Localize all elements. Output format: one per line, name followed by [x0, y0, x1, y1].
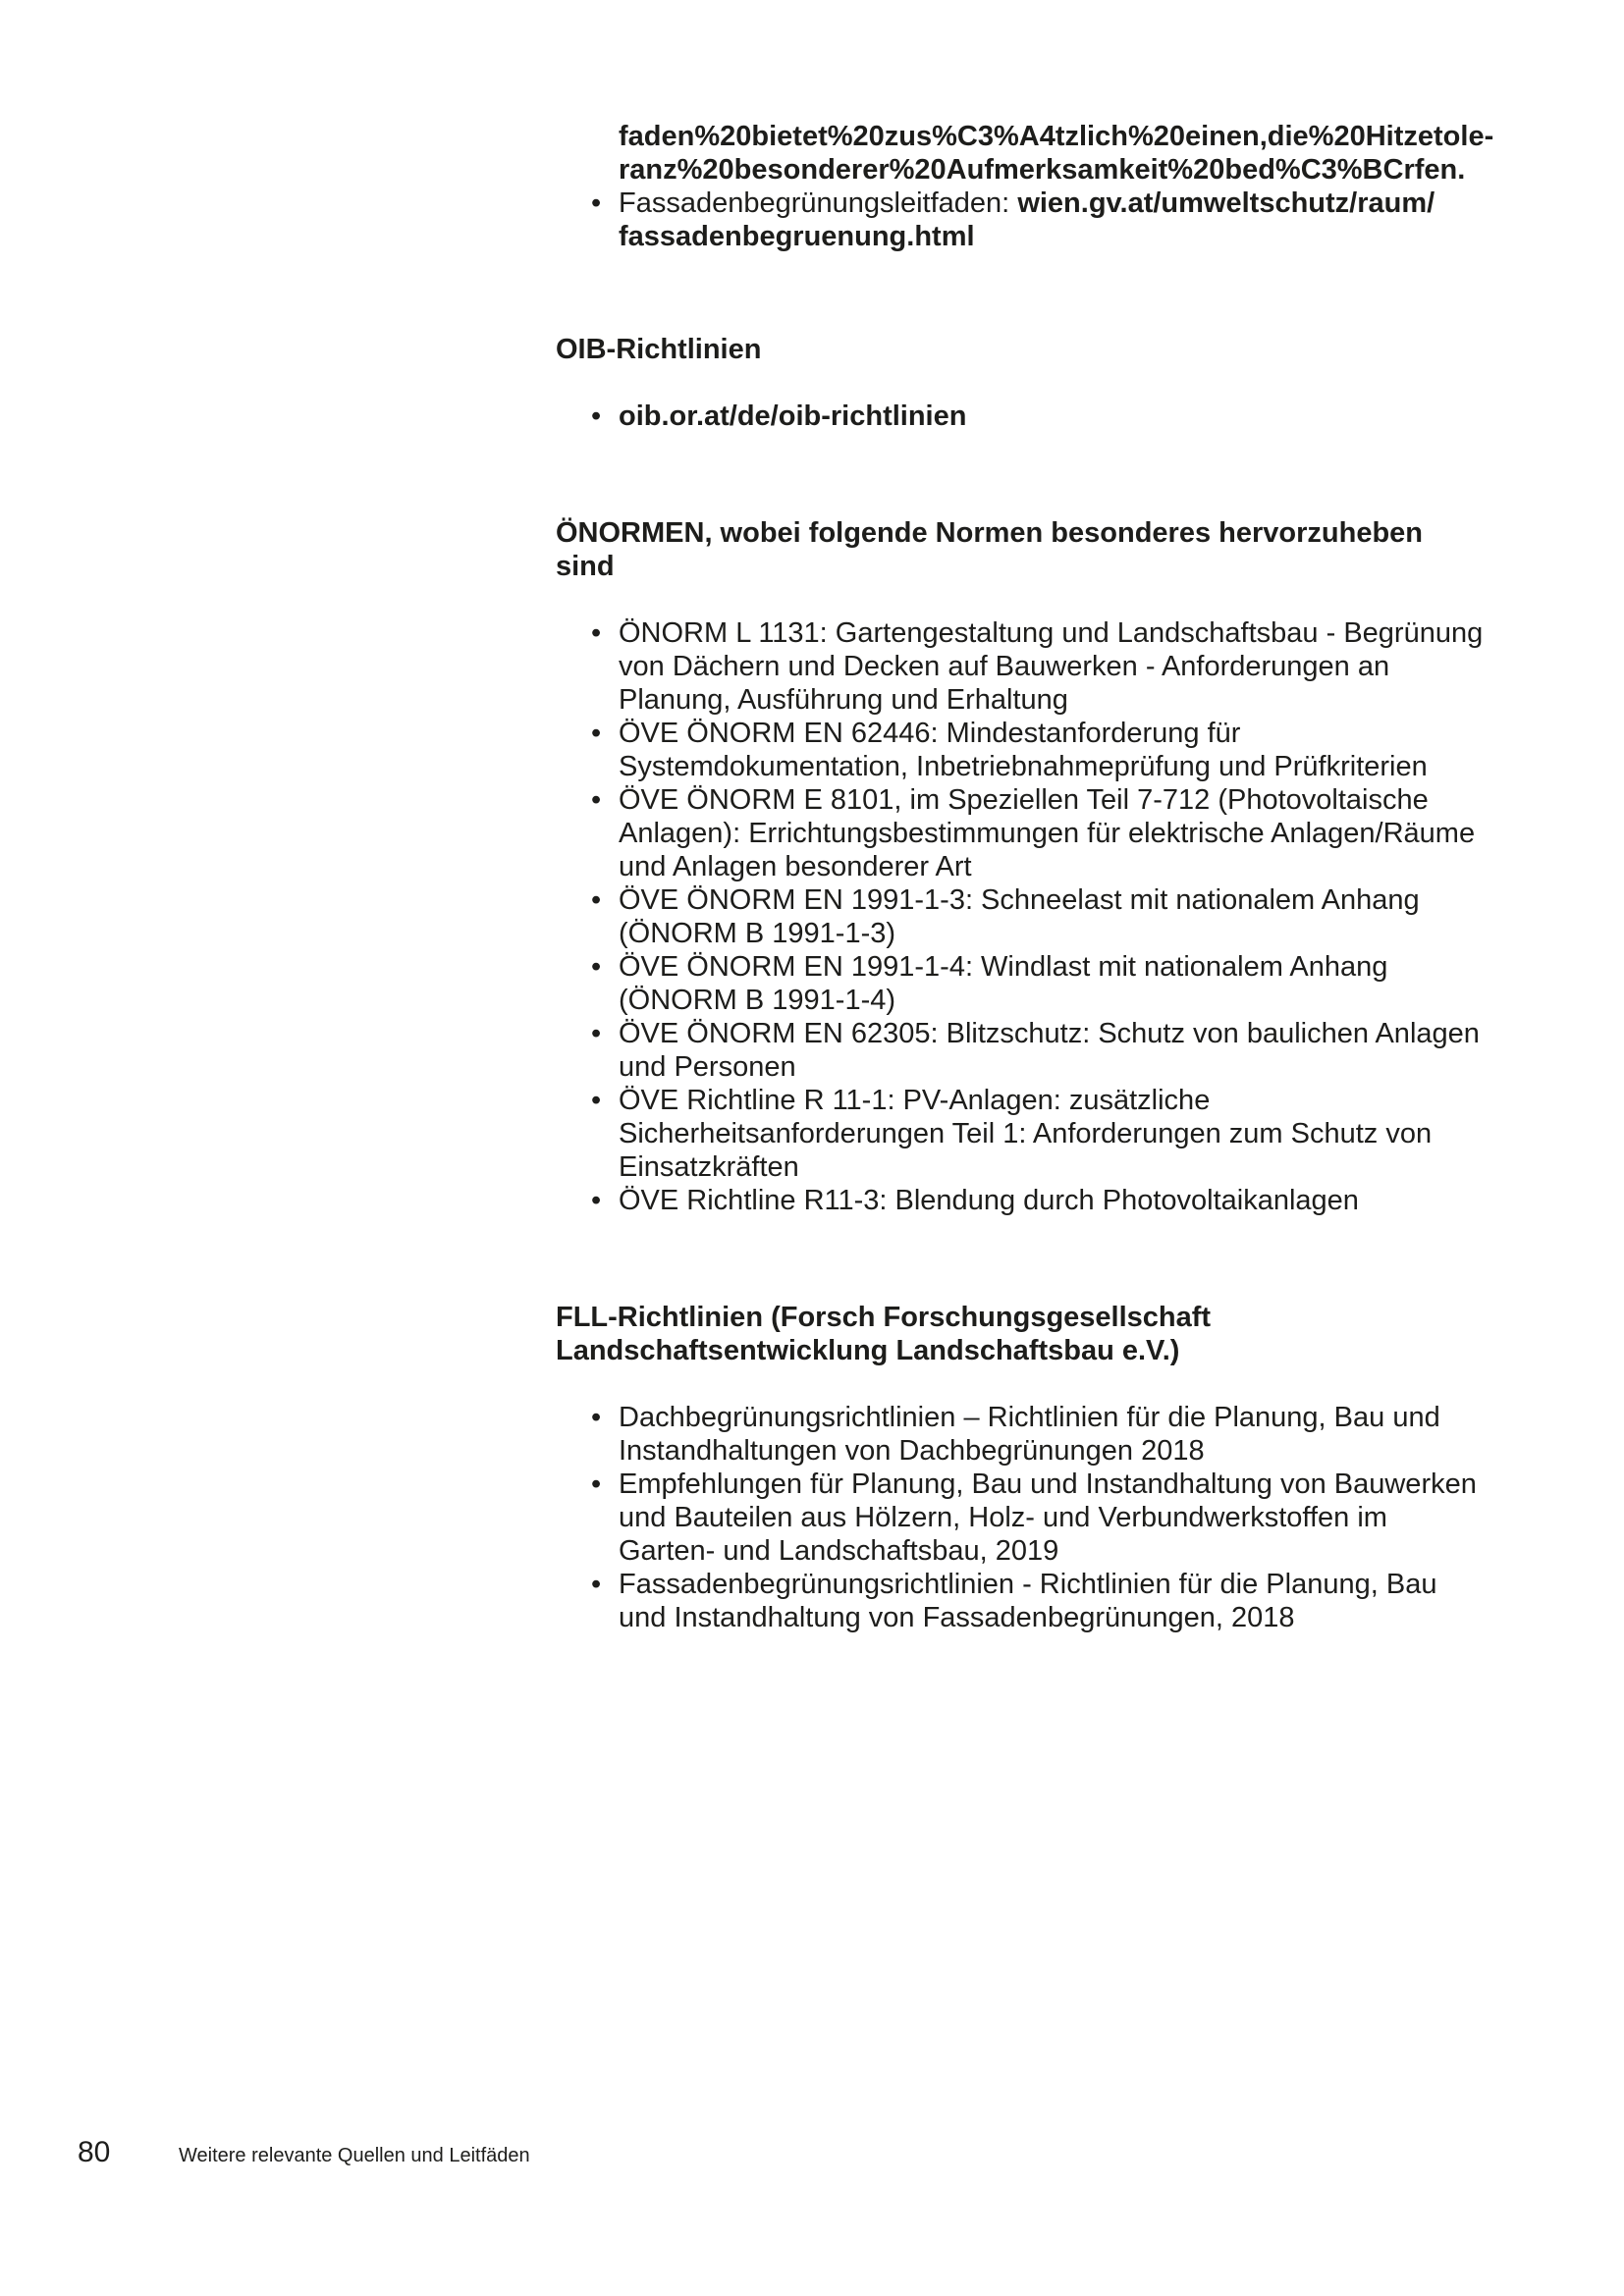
list-item: [556, 616, 1489, 717]
oib-link[interactable]: oib.or.at/de/oib-richtlinien: [619, 400, 967, 432]
list-item: [556, 1017, 1489, 1084]
bullet-icon: •: [591, 1468, 602, 1500]
section-heading-oib: OIB-Richtlinien: [556, 334, 762, 365]
top-list: [556, 187, 1489, 253]
fassaden-link-continuation[interactable]: fassadenbegruenung.html: [619, 221, 975, 252]
main-content: [556, 120, 1494, 1634]
list-item-text: ÖVE ÖNORM EN 1991-1-4: Windlast mit nationalem Anhang (ÖNORM B 1991-1-4): [619, 951, 1388, 1016]
list-item: [556, 717, 1489, 783]
oib-list: [556, 400, 1489, 433]
list-item: [556, 400, 1489, 433]
bullet-icon: •: [591, 784, 602, 816]
list-item-text: ÖVE ÖNORM EN 1991-1-3: Schneelast mit nationalem Anhang (ÖNORM B 1991-1-3): [619, 884, 1420, 949]
bullet-icon: •: [591, 951, 602, 983]
list-item: [556, 883, 1489, 950]
list-item-text: Dachbegrünungsrichtlinien – Richtlinien für die Planung, Bau und Instandhaltungen von Dachbegrünungen 2018: [619, 1402, 1440, 1467]
bullet-icon: •: [591, 400, 602, 432]
list-item: [556, 1401, 1489, 1468]
list-item-text: ÖVE Richtline R11-3: Blendung durch Photovoltaikanlagen: [619, 1185, 1359, 1216]
page-number: 80: [78, 2136, 111, 2168]
list-item-text: ÖVE ÖNORM E 8101, im Speziellen Teil 7-712 (Photovoltaische Anlagen): Errichtungsbestimmungen für elektrische Anlagen/Räume und Anlagen besonderer Art: [619, 784, 1476, 882]
section-heading-onorm: ÖNORMEN, wobei folgende Normen besonderes hervorzuheben sind: [556, 517, 1424, 582]
list-item-text: Fassadenbegrünungsrichtlinien - Richtlinien für die Planung, Bau und Instandhaltung von Fassadenbegrünungen, 2018: [619, 1569, 1437, 1633]
list-item-text: Empfehlungen für Planung, Bau und Instandhaltung von Bauwerken und Bauteilen aus Hölzern, Holz- und Verbundwerkstoffen im Garten- und Landschaftsbau, 2019: [619, 1468, 1477, 1567]
onorm-list: [556, 616, 1489, 1217]
list-item-text: Fassadenbegrünungsleitfaden:: [619, 187, 1018, 219]
bullet-icon: •: [591, 187, 602, 219]
list-item: [556, 187, 1489, 253]
list-item: [556, 1468, 1489, 1568]
link-continuation-line[interactable]: ranz%20besonderer%20Aufmerksamkeit%20bed%C3%BCrfen.: [619, 154, 1466, 186]
bullet-icon: •: [591, 718, 602, 749]
list-item-text: ÖVE Richtline R 11-1: PV-Anlagen: zusätzliche Sicherheitsanforderungen Teil 1: Anforderungen zum Schutz von Einsatzkräften: [619, 1085, 1433, 1183]
list-item-text: ÖVE ÖNORM EN 62446: Mindestanforderung für Systemdokumentation, Inbetriebnahmeprüfung und Prüfkriterien: [619, 718, 1428, 782]
bullet-icon: •: [591, 1018, 602, 1049]
bullet-icon: •: [591, 884, 602, 916]
footer-section-title: Weitere relevante Quellen und Leitfäden: [179, 2145, 530, 2166]
list-item-text: ÖNORM L 1131: Gartengestaltung und Landschaftsbau - Begrünung von Dächern und Decken auf Bauwerken - Anforderungen an Planung, Ausführung und Erhaltung: [619, 617, 1484, 716]
list-item: [556, 950, 1489, 1017]
fassaden-link[interactable]: wien.gv.at/umweltschutz/raum/: [1017, 187, 1435, 219]
bullet-icon: •: [591, 1185, 602, 1216]
bullet-icon: •: [591, 1569, 602, 1600]
link-continuation-line[interactable]: faden%20bietet%20zus%C3%A4tzlich%20einen,die%20Hitzetole-: [619, 121, 1494, 152]
list-item: [556, 1184, 1489, 1217]
link-continuation[interactable]: [556, 120, 1494, 187]
list-item: [556, 1568, 1489, 1634]
list-item: [556, 1084, 1489, 1184]
list-item: [556, 783, 1489, 883]
bullet-icon: •: [591, 1085, 602, 1116]
bullet-icon: •: [591, 617, 602, 649]
bullet-icon: •: [591, 1402, 602, 1433]
fll-list: [556, 1401, 1489, 1634]
section-heading-fll: FLL-Richtlinien (Forsch Forschungsgesellschaft Landschaftsentwicklung Landschaftsbau e.V.): [556, 1302, 1212, 1366]
list-item-text: ÖVE ÖNORM EN 62305: Blitzschutz: Schutz von baulichen Anlagen und Personen: [619, 1018, 1480, 1083]
